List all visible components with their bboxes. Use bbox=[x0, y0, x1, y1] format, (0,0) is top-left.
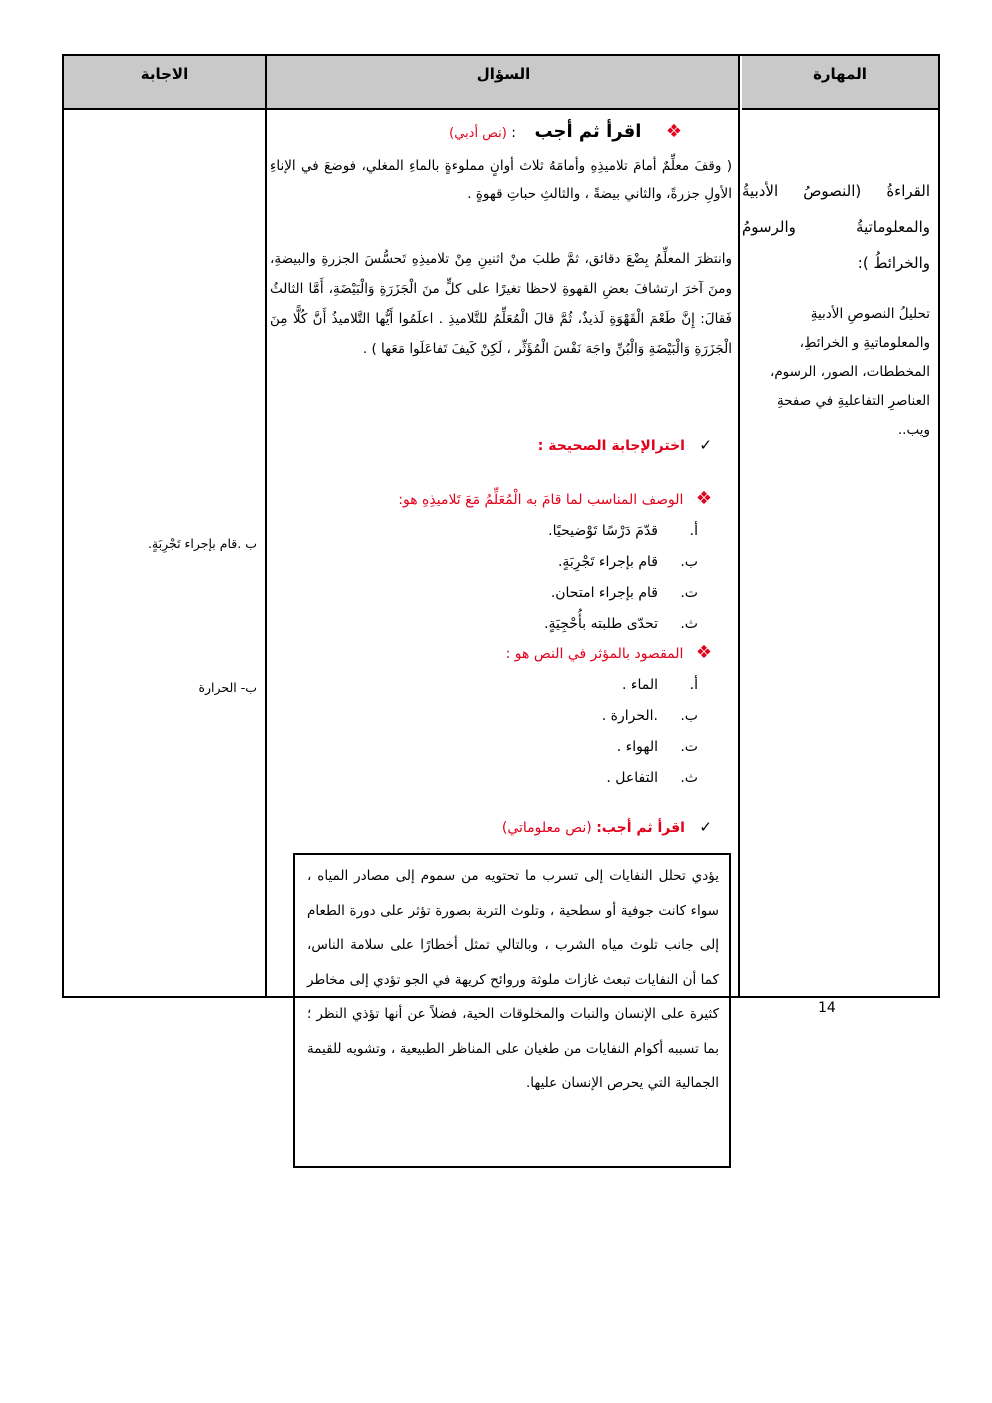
skill-description: تحليلُ النصوصِ الأدبيةِ والمعلوماتيةِ و الخرائطِ، المخططات، الصور، الرسوم، العناصرِ التفاعليةِ في صفحةِ ويب.. bbox=[769, 306, 930, 438]
read-answer-type: (نص معلوماتي) bbox=[501, 820, 592, 836]
option-item bbox=[478, 701, 698, 732]
option-item bbox=[478, 732, 698, 763]
question-header: السؤال bbox=[476, 65, 531, 83]
heading-text-type: (نص أدبي) bbox=[449, 126, 507, 141]
option-label: أ. bbox=[689, 677, 698, 693]
option-item bbox=[478, 763, 698, 794]
answer-cell bbox=[64, 110, 265, 996]
read-answer-label: اقرأ ثم أجب: bbox=[596, 820, 685, 836]
option-text: قام بإجراء امتحان. bbox=[550, 585, 658, 601]
option-text: قام بإجراء تَجْرِبَةٍ. bbox=[557, 554, 658, 570]
question-1 bbox=[398, 488, 712, 509]
checkmark-icon: ✓ bbox=[699, 436, 712, 454]
answer-2: ب- الحرارة bbox=[198, 680, 257, 695]
question-1-text: الوصف المناسب لما قامَ به الْمُعَلِّمُ مَعَ تَلاميذِهِ هو: bbox=[398, 492, 684, 508]
option-label: ث. bbox=[680, 616, 698, 632]
option-item bbox=[478, 516, 698, 547]
checkmark-icon: ✓ bbox=[699, 818, 712, 836]
question-2-options bbox=[478, 670, 698, 794]
option-text: قدّمَ دَرْسًا تَوْضيحيًا. bbox=[548, 523, 658, 539]
question-1-options bbox=[478, 516, 698, 640]
question-header-cell bbox=[267, 56, 740, 110]
diamond-bullet-icon: ❖ bbox=[665, 121, 682, 142]
answer-1: ب .قام بإجراء تَجْرِبَةٍ. bbox=[147, 536, 257, 551]
question-cell bbox=[267, 110, 740, 1091]
paragraph-2: وانتظرَ المعلِّمُ بِضْعَ دقائق، ثمَّ طلبَ منْ اثنينِ مِنْ تلاميذِهِ تَحسُّسَ الجزرةِ والبيضةِ، ومنَ آخرَ ارتشافَ بعضِ القهوةِ لاحظا تغيرًا على كلٍّ منَ الْجَزَرَةِ وَالْبَيْضَةِ، أَمَّا الثالثُ فَقالَ: إِنَّ طَعْمَ الْقَهْوَةِ لَذيذٌ، ثُمَّ قالَ الْمُعَلِّمُ للتَّلاميذِ . اعلَمُوا أَيُّها التَّلاميذُ أَنَّ كُلًّا مِنَ الْجَزَرَةِ وَالْبَيْضَةِ وَالْبُنِّ واجَهَ نَفْسَ الْمُؤَثِّر ، لَكِنْ كَيفَ تَفاعَلَوا مَعَها ) . bbox=[270, 251, 732, 357]
option-label: ث. bbox=[680, 770, 698, 786]
informational-text-box: يؤدي تحلل النفايات إلى تسرب ما تحتويه من سموم إلى مصادر المياه ، سواء كانت جوفية أو سطحية ، وتلوث التربة بصورة تؤثر على دورة الطعام إلى جانب تلوث مياه الشرب ، وبالتالي تمثل أخطارًا على سلامة الناس، كما أن النفايات تبعث غازات ملوثة وروائح كريهة في الجو تؤدي إلى مخاطر كثيرة على الإنسان والنبات والمخلوقات الحية، فضلاً عن أنها تؤذي النظر ؛ بما تسببه أكوام النفايات من طغيان على المناظر الطبيعية ، وتشويه للقيمة الجمالية التي يحرص الإنسان عليها. bbox=[293, 853, 731, 1168]
skill-header: المهارة bbox=[813, 65, 867, 83]
option-item bbox=[478, 609, 698, 640]
skill-header-cell bbox=[742, 56, 938, 110]
choose-instruction bbox=[538, 436, 712, 454]
option-text: .الحرارة . bbox=[601, 708, 658, 724]
option-text: تحدّى طلبته بأُحْجِيَةٍ. bbox=[544, 616, 658, 632]
option-label: أ. bbox=[689, 523, 698, 539]
option-text: الهواء . bbox=[616, 739, 658, 755]
option-label: ت. bbox=[680, 739, 698, 755]
paragraph-1: ( وقفَ معلِّمٌ أمامَ تلاميذِهِ وأمامَهُ ثلاث أوانٍ مملوءةٍ بالماءِ المغلي، فوضعَ في الإناءِ الأولِ جزرةً، والثاني بيضةً ، والثالثِ حباتِ قهوةٍ . bbox=[270, 158, 732, 202]
option-item bbox=[478, 670, 698, 701]
diamond-bullet-icon: ❖ bbox=[695, 642, 712, 663]
diamond-bullet-icon: ❖ bbox=[695, 488, 712, 509]
read-answer-instruction bbox=[502, 818, 712, 836]
option-text: التفاعل . bbox=[606, 770, 658, 786]
skill-title: القراءةُ (النصوصُ الأدبيةُ والمعلوماتيةُ والرسومُ والخرائطُ ): bbox=[742, 182, 930, 272]
option-item bbox=[478, 578, 698, 609]
page-number: 14 bbox=[818, 1000, 836, 1016]
heading-title: اقرأ ثم أجب bbox=[534, 121, 642, 142]
option-label: ب. bbox=[680, 554, 698, 570]
option-item bbox=[478, 547, 698, 578]
heading-colon: : bbox=[511, 125, 517, 141]
option-label: ت. bbox=[680, 585, 698, 601]
section-heading bbox=[449, 121, 682, 142]
question-2-text: المقصود بالمؤثر في النص هو : bbox=[505, 646, 684, 662]
option-text: الماء . bbox=[622, 677, 658, 693]
choose-label: اخترالإجابة الصحيحة : bbox=[537, 438, 685, 454]
answer-header: الاجابة bbox=[140, 65, 189, 83]
question-2 bbox=[506, 642, 712, 663]
answer-header-cell bbox=[64, 56, 265, 110]
option-label: ب. bbox=[680, 708, 698, 724]
skill-cell bbox=[740, 110, 938, 996]
